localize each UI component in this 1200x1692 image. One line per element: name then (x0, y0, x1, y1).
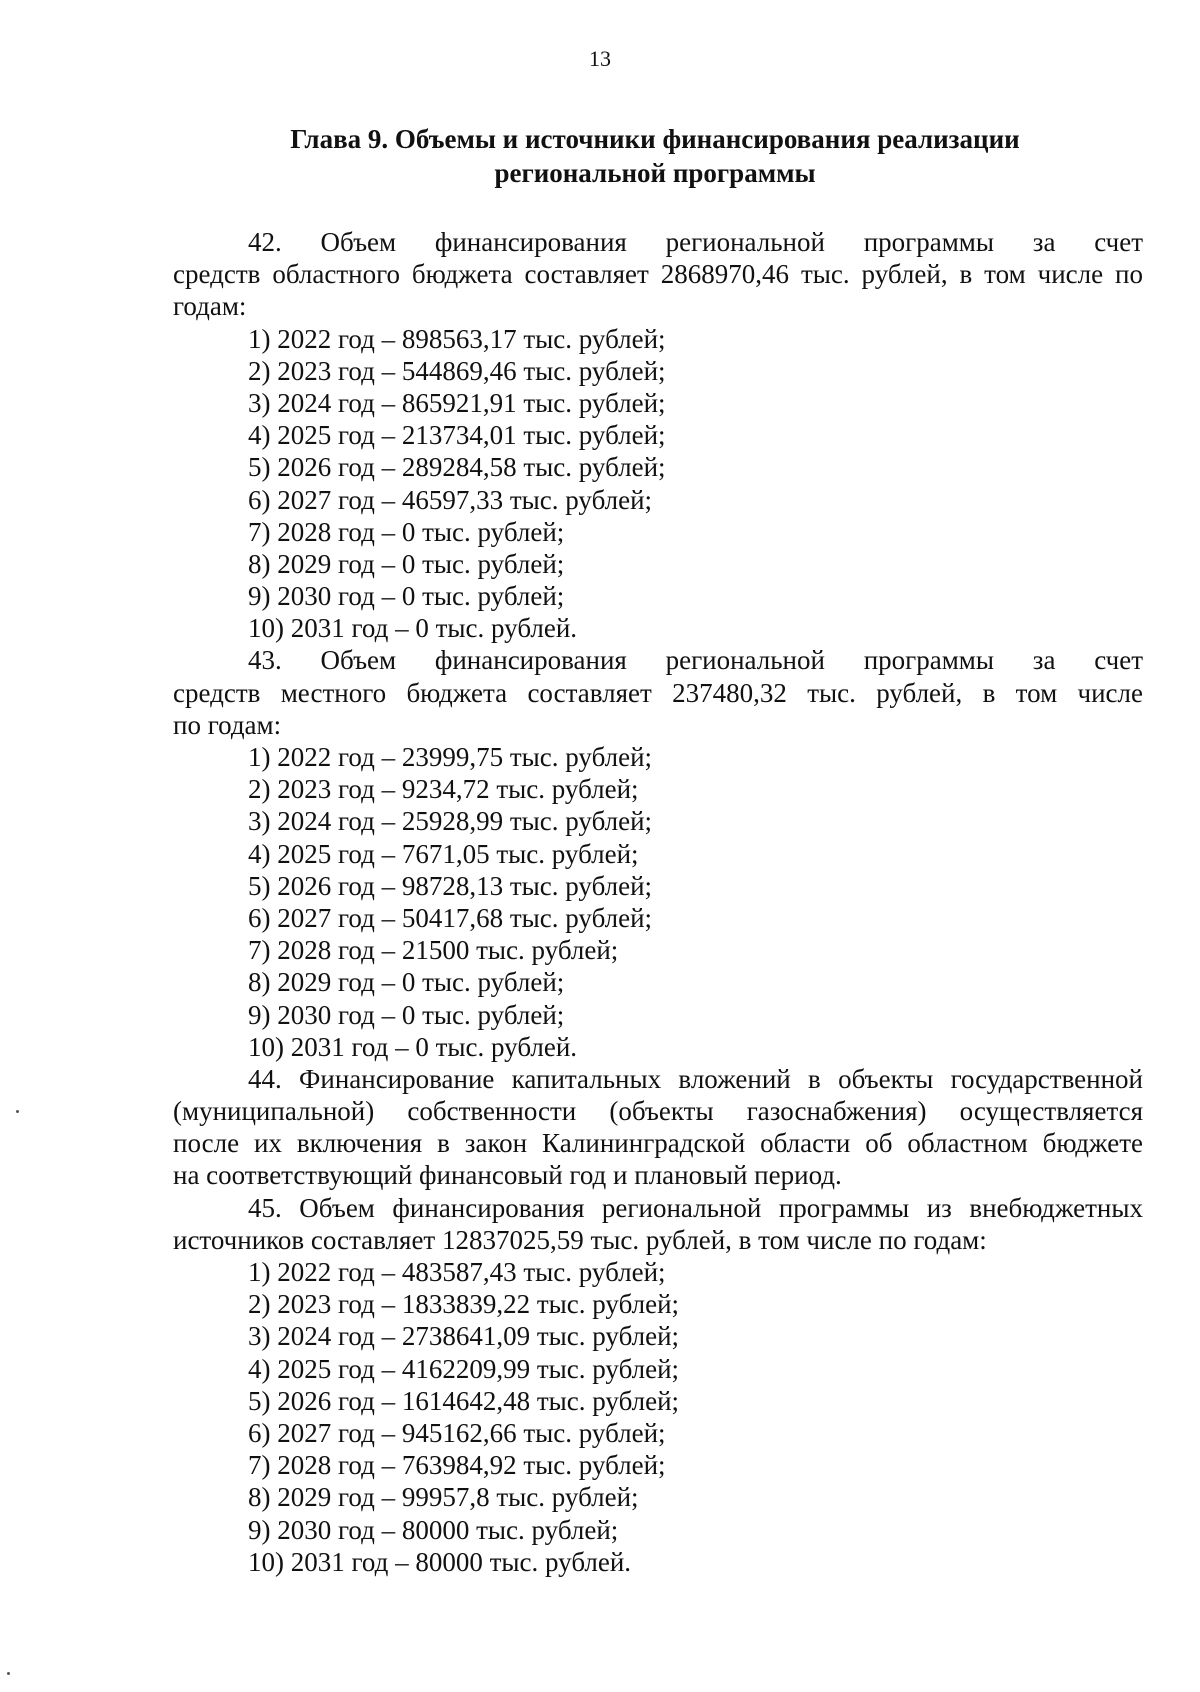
list-item: 7) 2028 год – 763984,92 тыс. рублей; (248, 1450, 666, 1481)
list-item: 1) 2022 год – 898563,17 тыс. рублей; (248, 323, 666, 354)
list-item: 1) 2022 год – 23999,75 тыс. рублей; (248, 742, 653, 772)
list-43 (173, 741, 1143, 1063)
list-item: 8) 2029 год – 0 тыс. рублей; (248, 967, 565, 998)
paragraph-line: по годам: (173, 709, 282, 740)
list-item: 10) 2031 год – 0 тыс. рублей. (248, 1031, 578, 1062)
paragraph-line: 44. Финансирование капитальных вложений в объекты государственной (248, 1063, 1143, 1094)
paragraph-44 (173, 1063, 1143, 1192)
list-42 (173, 323, 1143, 645)
list-45 (173, 1256, 1143, 1578)
list-item: 10) 2031 год – 0 тыс. рублей. (248, 613, 578, 644)
paragraph-42 (173, 226, 1143, 323)
list-item: 4) 2025 год – 213734,01 тыс. рублей; (248, 420, 666, 451)
chapter-title-line-1: Глава 9. Объемы и источники финансирования реализации (290, 124, 1020, 154)
page-number: 13 (589, 46, 611, 71)
scan-speck (16, 1110, 19, 1113)
paragraph-line: на соответствующий финансовый год и плановый период. (173, 1160, 842, 1191)
list-item: 2) 2023 год – 544869,46 тыс. рублей; (248, 355, 666, 386)
paragraph-line: 43. Объем финансирования региональной программы за счет (248, 645, 1143, 676)
list-item: 5) 2026 год – 98728,13 тыс. рублей; (248, 870, 653, 901)
scan-speck (7, 1672, 10, 1675)
list-item: 6) 2027 год – 50417,68 тыс. рублей; (248, 902, 653, 933)
list-item: 3) 2024 год – 865921,91 тыс. рублей; (248, 387, 666, 418)
list-item: 2) 2023 год – 1833839,22 тыс. рублей; (248, 1289, 680, 1320)
paragraph-line: средств местного бюджета составляет 237480,32 тыс. рублей, в том числе (173, 677, 1143, 708)
list-item: 4) 2025 год – 7671,05 тыс. рублей; (248, 838, 639, 869)
document-body (173, 226, 1143, 1578)
list-item: 9) 2030 год – 0 тыс. рублей; (248, 999, 565, 1030)
list-item: 4) 2025 год – 4162209,99 тыс. рублей; (248, 1353, 680, 1384)
list-item: 10) 2031 год – 80000 тыс. рублей. (248, 1546, 632, 1577)
paragraph-line: годам: (173, 291, 247, 322)
list-item: 9) 2030 год – 0 тыс. рублей; (248, 581, 565, 612)
list-item: 1) 2022 год – 483587,43 тыс. рублей; (248, 1257, 666, 1287)
list-item: 3) 2024 год – 2738641,09 тыс. рублей; (248, 1321, 680, 1352)
paragraph-line: 42. Объем финансирования региональной программы за счет (248, 227, 1143, 257)
paragraph-line: 45. Объем финансирования региональной программы из внебюджетных (248, 1192, 1143, 1223)
chapter-title (170, 122, 1140, 190)
list-item: 6) 2027 год – 46597,33 тыс. рублей; (248, 484, 653, 515)
list-item: 8) 2029 год – 99957,8 тыс. рублей; (248, 1482, 639, 1513)
paragraph-line: после их включения в закон Калининградской области об областном бюджете (173, 1128, 1143, 1159)
paragraph-43 (173, 644, 1143, 741)
list-item: 7) 2028 год – 0 тыс. рублей; (248, 516, 565, 547)
list-item: 6) 2027 год – 945162,66 тыс. рублей; (248, 1417, 666, 1448)
list-item: 7) 2028 год – 21500 тыс. рублей; (248, 935, 619, 966)
paragraph-line: источников составляет 12837025,59 тыс. рублей, в том числе по годам: (173, 1224, 987, 1255)
paragraph-line: средств областного бюджета составляет 2868970,46 тыс. рублей, в том числе по (173, 259, 1143, 290)
list-item: 3) 2024 год – 25928,99 тыс. рублей; (248, 806, 653, 837)
list-item: 5) 2026 год – 1614642,48 тыс. рублей; (248, 1385, 680, 1416)
list-item: 9) 2030 год – 80000 тыс. рублей; (248, 1514, 619, 1545)
chapter-title-line-2: региональной программы (494, 158, 816, 188)
list-item: 5) 2026 год – 289284,58 тыс. рублей; (248, 452, 666, 483)
list-item: 8) 2029 год – 0 тыс. рублей; (248, 548, 565, 579)
paragraph-line: (муниципальной) собственности (объекты газоснабжения) осуществляется (173, 1096, 1143, 1127)
paragraph-45 (173, 1192, 1143, 1256)
list-item: 2) 2023 год – 9234,72 тыс. рублей; (248, 774, 639, 805)
